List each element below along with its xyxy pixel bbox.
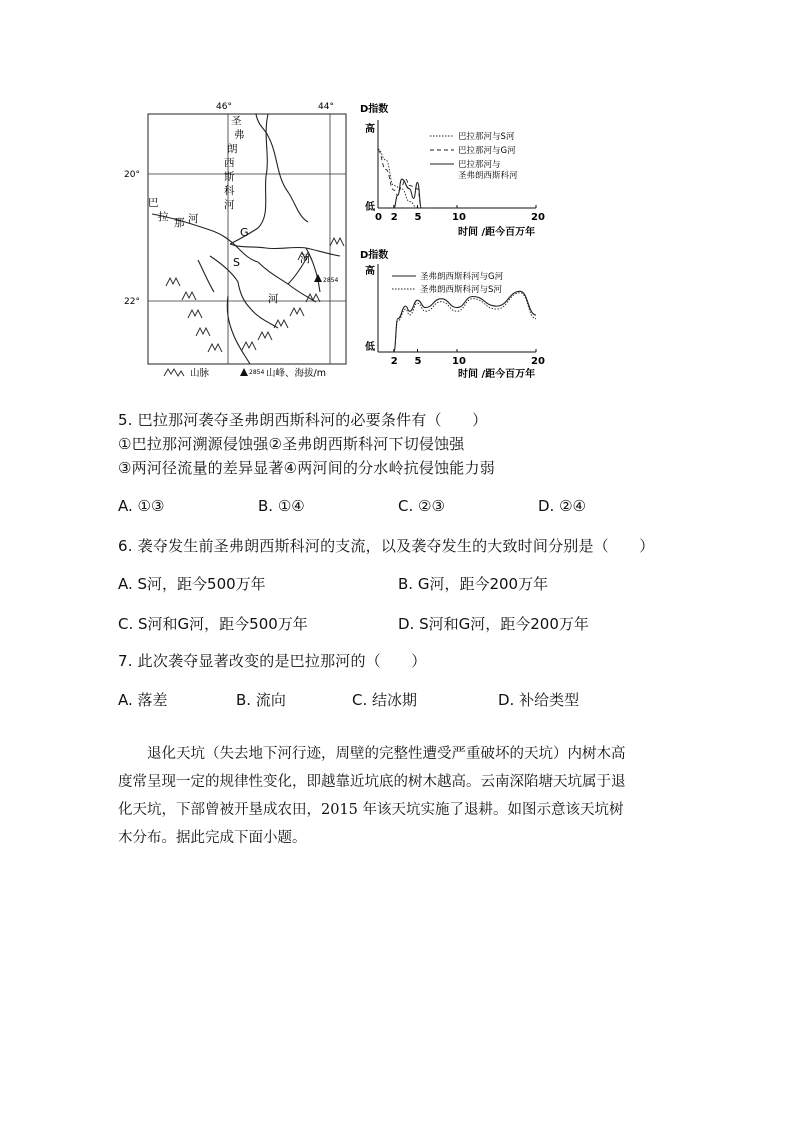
g-river [230, 244, 340, 256]
chart2-legend-g: 圣弗朗西斯科河与G河 [420, 272, 504, 282]
peak-label: 2854 [323, 277, 339, 284]
sf-char-1: 圣 [231, 115, 242, 127]
mountain-symbols [166, 238, 344, 352]
q5-conditions-1: ①巴拉那河溯源侵蚀强②圣弗朗西斯科河下切侵蚀强 [118, 435, 465, 453]
series-line-solid [394, 291, 536, 352]
q6-option-a[interactable]: A. S河，距今500万年 [118, 575, 266, 593]
mountain-icon [330, 238, 344, 246]
q7-option-c[interactable]: C. 结冰期 [352, 691, 418, 709]
passage-line-3: 化天坑，下部曾被开垦成农田，2015 年该天坑实施了退耕。如图示意该天坑树 [118, 802, 624, 818]
sf-tributary-east [268, 136, 308, 222]
chart1-legend-g: 巴拉那河与G河 [458, 146, 516, 156]
q5-option-c[interactable]: C. ②③ [398, 497, 445, 515]
x-tick-label: 5 [414, 356, 422, 367]
x-tick-label: 20 [531, 212, 545, 223]
legend-mountain-label: 山脉 [190, 368, 210, 379]
series-line-dotted [378, 149, 425, 208]
s-river [210, 256, 278, 328]
q7-stem: 7. 此次袭夺显著改变的是巴拉那河的（ ） [118, 652, 427, 670]
mountain-icon [290, 308, 304, 316]
mountain-icon [196, 328, 210, 336]
q6-stem: 6. 袭夺发生前圣弗朗西斯科河的支流，以及袭夺发生的大致时间分别是（ ） [118, 537, 655, 555]
mountain-icon [208, 344, 222, 352]
mountain-icon [182, 292, 196, 300]
d-index-chart-sf [358, 244, 563, 384]
label-he-2: 河 [268, 293, 279, 305]
river-branch-3 [227, 296, 250, 364]
chart1-legend-s: 巴拉那河与S河 [458, 132, 515, 142]
q5-option-d[interactable]: D. ②④ [538, 497, 586, 515]
legend-peak-value: 2854 [249, 369, 265, 376]
sf-char-4: 西 [224, 157, 235, 169]
lat-label-20: 20° [124, 170, 140, 180]
bala-char-2: 拉 [158, 211, 169, 223]
chart1-legend-sf: 巴拉那河与 [458, 160, 501, 170]
lat-label-22: 22° [124, 297, 140, 307]
map-frame [148, 114, 346, 364]
x-tick-label: 2 [390, 212, 398, 223]
chart2-ytick-high: 高 [365, 266, 375, 277]
chart1-legend-sf-2: 圣弗朗西斯科河 [458, 171, 518, 181]
legend-mountain-icon [164, 369, 184, 376]
passage-line-2: 度常呈现一定的规律性变化，即越靠近坑底的树木越高。云南深陷塘天坑属于退 [118, 774, 626, 790]
chart2-ytick-low: 低 [365, 342, 375, 353]
river-branch-4 [198, 260, 214, 292]
bala-char-3: 那 [174, 217, 185, 229]
parana-river-label [148, 197, 199, 229]
label-g: G [240, 226, 249, 239]
chart1-ytick-high: 高 [365, 124, 375, 135]
mountain-icon [166, 278, 180, 286]
rivers [152, 114, 340, 364]
q7-option-d[interactable]: D. 补给类型 [498, 691, 580, 709]
q7-option-a[interactable]: A. 落差 [118, 691, 168, 709]
series-line-solid [394, 179, 422, 208]
peak-icon [314, 274, 322, 282]
chart2-legend [392, 271, 504, 295]
mountain-icon [242, 342, 256, 350]
q5-conditions-2: ③两河径流量的差异显著④两河间的分水岭抗侵蚀能力弱 [118, 459, 495, 477]
mountain-icon [258, 332, 272, 340]
x-tick-label: 2 [390, 356, 398, 367]
chart2-xlabel: 时间 /距今百万年 [458, 369, 536, 380]
mountain-icon [188, 310, 202, 318]
sf-river-label [224, 115, 245, 211]
chart1-xlabel: 时间 /距今百万年 [458, 227, 536, 238]
sf-char-7: 河 [224, 199, 235, 211]
legend-peak-label: 山峰、海拔/m [266, 368, 326, 379]
q7-option-b[interactable]: B. 流向 [236, 691, 286, 709]
label-s: S [233, 256, 240, 269]
x-tick-label: 20 [531, 356, 545, 367]
q5-option-a[interactable]: A. ①③ [118, 497, 165, 515]
q5-option-b[interactable]: B. ①④ [258, 497, 305, 515]
q6-option-b[interactable]: B. G河，距今200万年 [398, 575, 549, 593]
chart2-legend-s: 圣弗朗西斯科河与S河 [420, 285, 502, 295]
lon-label-44: 44° [318, 102, 334, 112]
q5-stem: 5. 巴拉那河袭夺圣弗朗西斯科河的必要条件有（ ） [118, 411, 488, 429]
legend-peak-icon [240, 368, 248, 376]
sf-char-5: 斯 [224, 171, 235, 183]
bala-char-4: 河 [188, 213, 199, 225]
x-tick-label: 0 [375, 212, 382, 223]
bala-char-1: 巴 [148, 197, 159, 209]
sf-char-3: 朗 [227, 143, 238, 155]
river-branch-1 [258, 262, 316, 302]
chart1-series [378, 149, 425, 208]
x-tick-label: 5 [414, 212, 422, 223]
label-he-1: 河 [300, 253, 311, 265]
q6-option-c[interactable]: C. S河和G河，距今500万年 [118, 615, 308, 633]
chart1-legend [430, 131, 518, 181]
chart2-series [394, 291, 536, 352]
chart2-ylabel: D指数 [360, 250, 389, 261]
sf-char-2: 弗 [234, 129, 245, 141]
d-index-chart-parana [358, 98, 563, 240]
river-map [118, 96, 358, 381]
map-legend [164, 367, 326, 379]
passage-line-1: 退化天坑（失去地下河行迹，周壁的完整性遭受严重破坏的天坑）内树木高 [147, 746, 626, 762]
x-tick-label: 10 [452, 356, 466, 367]
chart1-ytick-low: 低 [365, 202, 375, 213]
sf-char-6: 科 [224, 185, 235, 197]
chart1-ylabel: D指数 [360, 104, 389, 115]
passage [118, 740, 688, 852]
lon-label-46: 46° [216, 102, 232, 112]
passage-line-4: 木分布。据此完成下面小题。 [118, 830, 307, 846]
q6-option-d[interactable]: D. S河和G河，距今200万年 [398, 615, 589, 633]
x-tick-label: 10 [452, 212, 466, 223]
